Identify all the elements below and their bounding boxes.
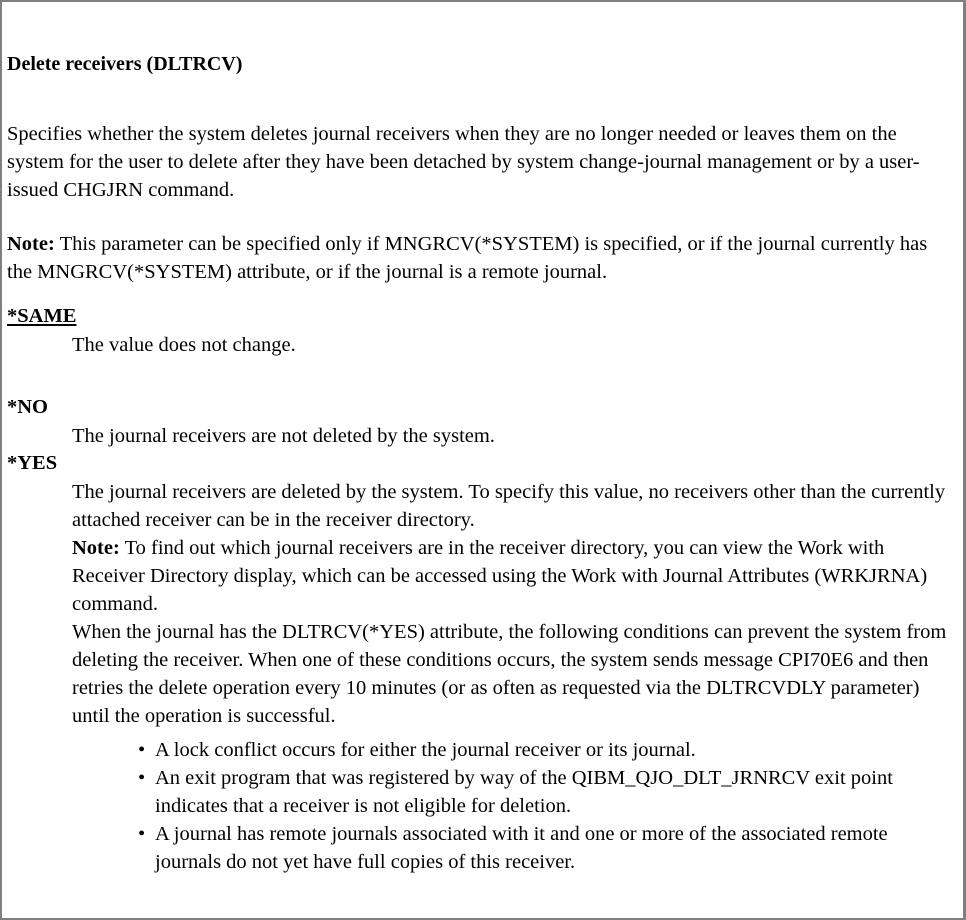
value-yes-extra: When the journal has the DLTRCV(*YES) attribute, the following conditions can prevent the system from deleting the receiver. When one of these conditions occurs, the system sends message CPI70E6 and then retries the delete operation every 10 minutes (or as often as requested via the DLTRCVDLY parameter) until the operation is successful. — [72, 621, 947, 727]
condition-text: An exit program that was registered by way of the QIBM_QJO_DLT_JRNRCV exit point indicates that a receiver is not eligible for deletion. — [155, 767, 893, 817]
list-item — [132, 764, 957, 820]
value-desc-no: The journal receivers are not deleted by the system. — [72, 425, 495, 447]
yes-note-text: To find out which journal receivers are in the receiver directory, you can view the Work with Receiver Directory display, which can be accessed using the Work with Journal Attributes (WRKJRNA) command. — [72, 537, 928, 615]
bullet-icon: • — [138, 823, 146, 845]
value-desc-yes: The journal receivers are deleted by the system. To specify this value, no receivers other than the currently attached receiver can be in the receiver directory. — [72, 481, 946, 531]
note-label: Note: — [7, 233, 55, 255]
value-desc-yes-block — [72, 478, 957, 730]
value-yes-note — [72, 534, 957, 618]
condition-text: A journal has remote journals associated with it and one or more of the associated remote journals do not yet have full copies of this receiver. — [155, 823, 888, 873]
yes-note-label: Note: — [72, 537, 120, 559]
conditions-list — [132, 736, 957, 876]
condition-text: A lock conflict occurs for either the journal receiver or its journal. — [155, 739, 696, 761]
bullet-icon: • — [138, 739, 146, 761]
list-item — [132, 736, 957, 764]
parameter-title: Delete receivers (DLTRCV) — [7, 53, 243, 75]
value-term-yes: *YES — [7, 452, 58, 474]
value-desc-same: The value does not change. — [72, 334, 296, 356]
list-item — [132, 820, 957, 876]
bullet-icon: • — [138, 767, 146, 789]
note-text: This parameter can be specified only if MNGRCV(*SYSTEM) is specified, or if the journal currently has the MNGRCV(*SYSTEM) attribute, or if the journal is a remote journal. — [7, 233, 928, 283]
value-term-no: *NO — [7, 396, 48, 418]
value-term-same: *SAME — [7, 305, 77, 327]
parameter-description: Specifies whether the system deletes journal receivers when they are no longer needed or leaves them on the system for the user to delete after they have been detached by system change-journal management or by a user-issued CHGJRN command. — [7, 123, 920, 201]
parameter-note — [7, 230, 957, 286]
